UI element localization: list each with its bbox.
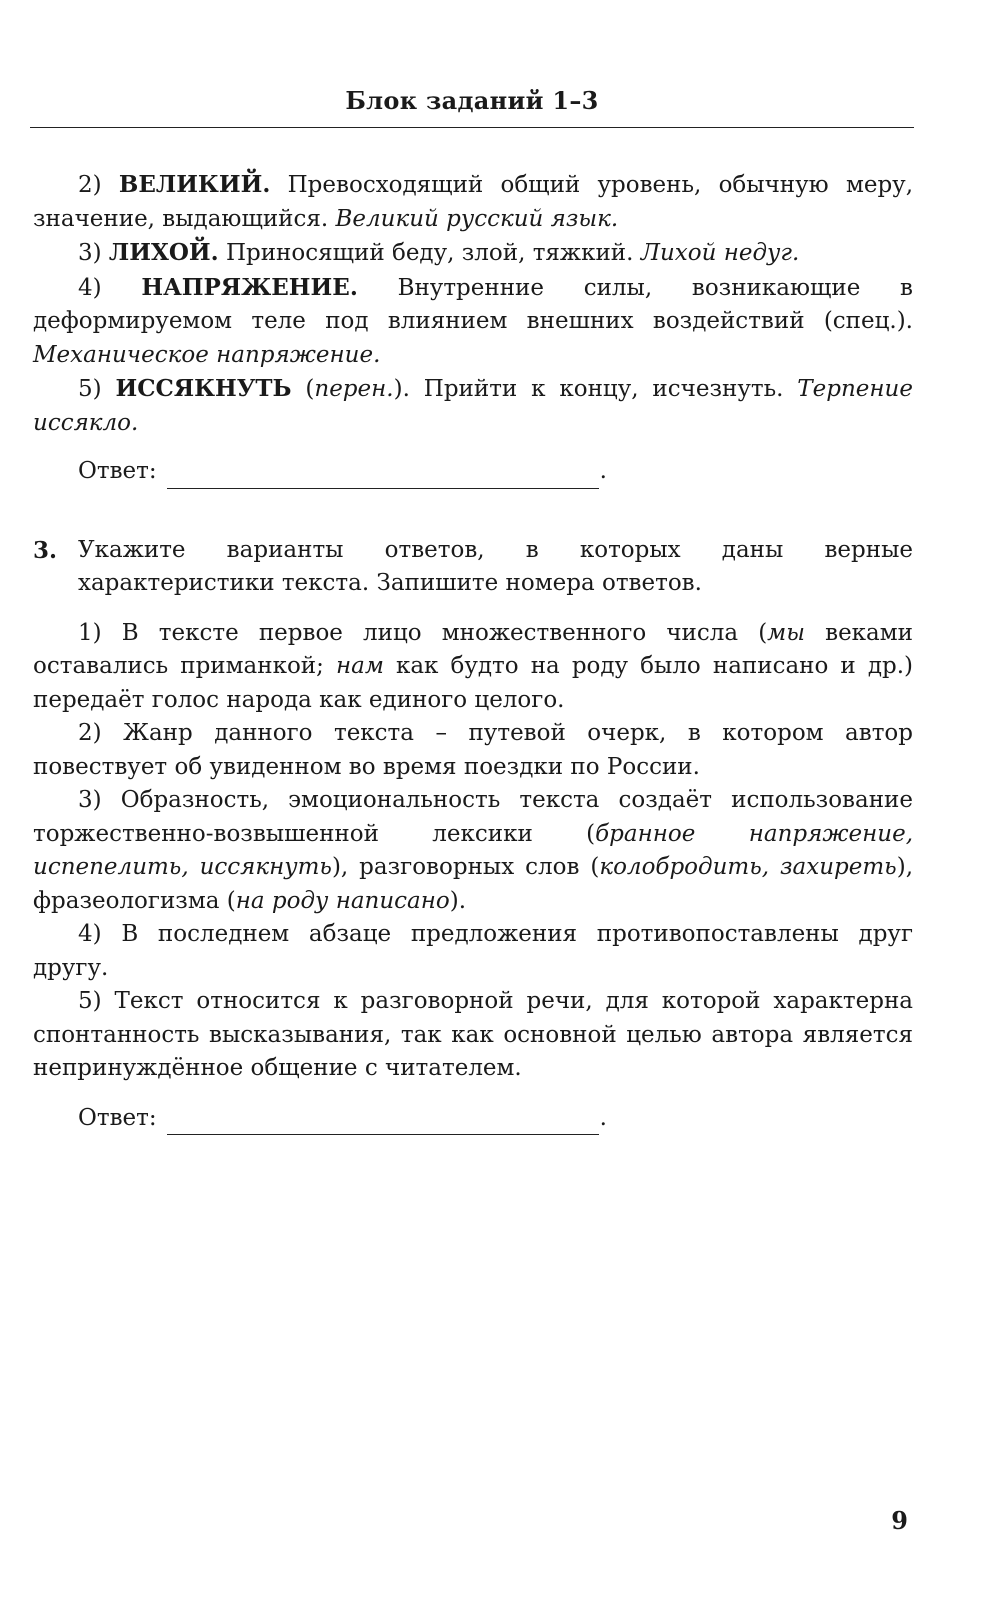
option-item: 5) Текст относится к разговорной речи, для которой характерна спонтанность высказывания, так как основной целью автора является непринуждённое общение с читателем. xyxy=(33,988,913,1081)
option-item: 4) В последнем абзаце предложения противопоставлены друг другу. xyxy=(33,921,913,981)
task-3 xyxy=(33,534,913,601)
definition-item: 3) ЛИХОЙ. Приносящий беду, злой, тяжкий. Лихой недуг. xyxy=(78,239,800,266)
definition-text: Приносящий беду, злой, тяжкий. xyxy=(225,240,634,266)
definition-text: Прийти к концу, исчезнуть. xyxy=(423,376,784,402)
definition-number: 2) xyxy=(78,172,102,198)
definition-note: перен. xyxy=(314,376,394,402)
answer-blank-line[interactable] xyxy=(167,1110,599,1135)
definition-word: ВЕЛИКИЙ xyxy=(118,171,263,198)
definition-item: 2) ВЕЛИКИЙ. Превосходящий общий уровень, обычную меру, значение, выдающийся. Великий русский язык. xyxy=(33,171,914,232)
task-prompt: Укажите варианты ответов, в которых даны верные характеристики текста. Запишите номера ответов. xyxy=(78,536,913,596)
definition-item: 5) ИССЯКНУТЬ (перен.). Прийти к концу, исчезнуть. Терпение иссякло. xyxy=(33,375,913,436)
definition-word: ЛИХОЙ xyxy=(108,239,211,266)
answer-blank-line[interactable] xyxy=(167,464,599,489)
definition-example: Великий русский язык. xyxy=(335,205,619,232)
answer-field: Ответ: . xyxy=(78,455,913,489)
task-options xyxy=(33,617,913,1086)
definition-word: НАПРЯЖЕНИЕ xyxy=(141,273,350,301)
definition-text: Превосходящий общий уровень, обычную меру, значение, выдающийся. xyxy=(33,172,914,232)
page-header: Блок заданий 1–3 xyxy=(345,86,599,115)
answer-label: Ответ: xyxy=(78,458,157,484)
option-item: 2) Жанр данного текста – путевой очерк, в котором автор повествует об увиденном во время поездки по России. xyxy=(33,720,913,780)
definition-number: 4) xyxy=(78,274,102,301)
header-rule xyxy=(30,127,914,128)
definition-text: Внутренние силы, возникающие в деформируемом теле под влиянием внешних воздействий (спец.). xyxy=(33,274,913,334)
definition-example: Механическое напряжение. xyxy=(33,341,381,368)
definition-example: Терпение иссякло. xyxy=(33,376,913,436)
definition-number: 5) xyxy=(78,376,102,402)
definition-word: ИССЯКНУТЬ xyxy=(115,375,292,402)
content xyxy=(33,168,913,1135)
answer-field: Ответ: . xyxy=(78,1102,913,1136)
task-number: 3. xyxy=(33,536,58,564)
definition-number: 3) xyxy=(78,240,102,266)
option-item: 1) В тексте первое лицо множественного числа (мы веками оставались приманкой; нам как будто на роду было написано и др.) передаёт голос народа как единого целого. xyxy=(33,619,913,713)
answer-label: Ответ: xyxy=(78,1104,157,1131)
definition-item: 4) НАПРЯЖЕНИЕ. Внутренние силы, возникающие в деформируемом теле под влиянием внешних воздействий (спец.). Механическое напряжение. xyxy=(33,273,913,368)
page-number: 9 xyxy=(891,1506,908,1535)
definition-example: Лихой недуг. xyxy=(640,240,800,266)
option-item: 3) Образность, эмоциональность текста создаёт использование торжественно-возвышенной лексики (бранное напряжение, испепелить, иссякнуть), разговорных слов (колобродить, захиреть), фразеологизма (на роду написано). xyxy=(33,787,914,914)
